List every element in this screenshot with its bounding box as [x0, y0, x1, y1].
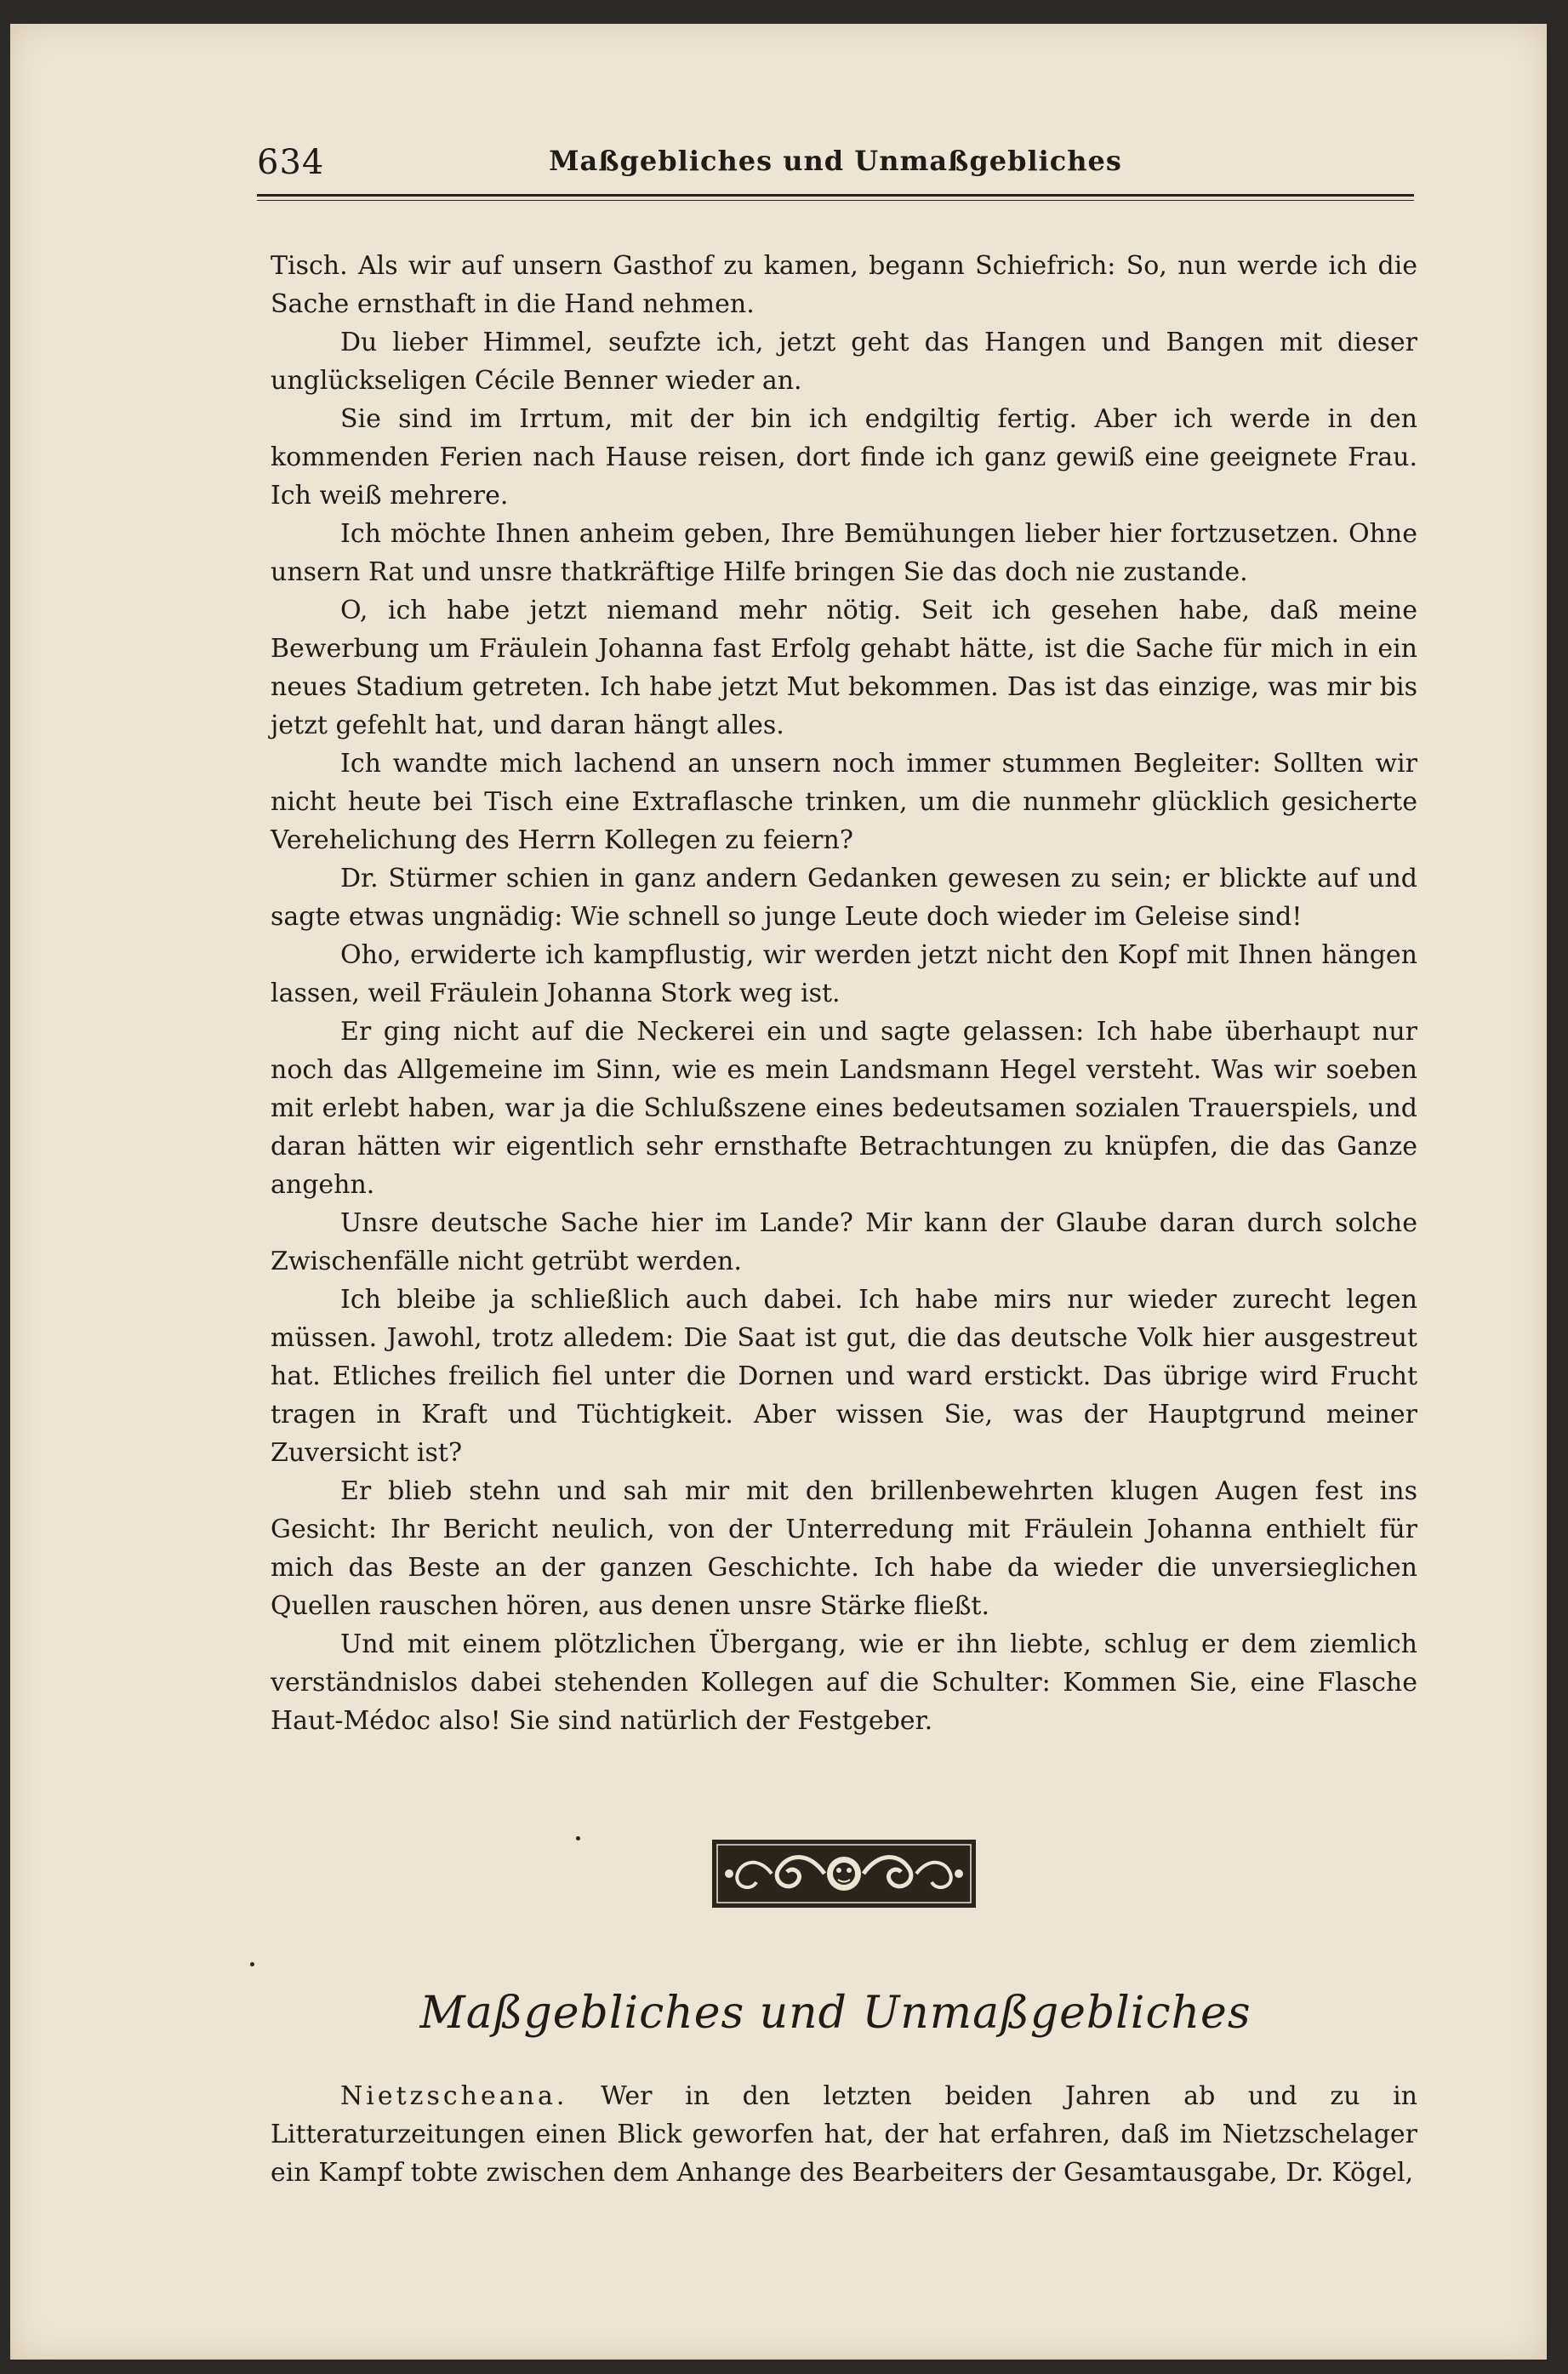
paragraph: Oho, erwiderte ich kampflustig, wir werden jetzt nicht den Kopf mit Ihnen hängen lassen, weil Fräulein Johanna Stork weg ist. [271, 940, 1417, 1008]
paragraph: Er blieb stehn und sah mir mit den brillenbewehrten klugen Augen fest ins Gesicht: Ihr Bericht neulich, von der Unterredung mit Fräulein Johanna enthielt für mich das Beste an der ganzen Geschichte. Ich habe da wieder die unversieglichen Quellen rauschen hören, aus denen unsre Stärke fließt. [271, 1476, 1417, 1621]
main-text [271, 247, 1417, 1740]
section-paragraph [271, 2077, 1417, 2192]
paragraph: Unsre deutsche Sache hier im Lande? Mir kann der Glaube daran durch solche Zwischenfälle nicht getrübt werden. [271, 1208, 1417, 1276]
ornament-vignette [712, 1840, 976, 1908]
paragraph: Sie sind im Irrtum, mit der bin ich endgiltig fertig. Aber ich werde in den kommenden Ferien nach Hause reisen, dort finde ich ganz gewiß eine geeignete Frau. Ich weiß mehrere. [271, 404, 1417, 511]
paragraph: O, ich habe jetzt niemand mehr nötig. Seit ich gesehen habe, daß meine Bewerbung um Fräulein Johanna fast Erfolg gehabt hätte, ist die Sache für mich in ein neues Stadium getreten. Ich habe jetzt Mut bekommen. Das ist das einzige, was mir bis jetzt gefehlt hat, und daran hängt alles. [271, 596, 1417, 740]
paragraph: Dr. Stürmer schien in ganz andern Gedanken gewesen zu sein; er blickte auf und sagte etwas ungnädig: Wie schnell so junge Leute doch wieder im Geleise sind! [271, 864, 1417, 932]
header-rule-thin [257, 200, 1414, 201]
section-text [271, 2077, 1417, 2192]
paragraph: Ich wandte mich lachend an unsern noch immer stummen Begleiter: Sollten wir nicht heute bei Tisch eine Extraflasche trinken, um die nunmehr glücklich gesicherte Verehelichung des Herrn Kollegen zu feiern? [271, 749, 1417, 855]
paragraph: Und mit einem plötzlichen Übergang, wie er ihn liebte, schlug er dem ziemlich verständnislos dabei stehenden Kollegen auf die Schulter: Kommen Sie, eine Flasche Haut-Médoc also! Sie sind natürlich der Festgeber. [271, 1629, 1417, 1736]
running-title: Maßgebliches und Unmaßgebliches [549, 145, 1122, 177]
book-page [10, 24, 1547, 2360]
lead-word: Nietzscheana. [340, 2081, 568, 2111]
paragraph: Ich möchte Ihnen anheim geben, Ihre Bemühungen lieber hier fortzusetzen. Ohne unsern Rat und unsre thatkräftige Hilfe bringen Sie das doch nie zustande. [271, 519, 1417, 587]
page-header [257, 143, 1414, 185]
page-number: 634 [257, 143, 325, 182]
section-title: Maßgebliches und Unmaßgebliches [419, 1988, 1252, 2039]
paragraph: Er ging nicht auf die Neckerei ein und sagte gelassen: Ich habe überhaupt nur noch das Allgemeine im Sinn, wie es mein Landsmann Hegel versteht. Was wir soeben mit erlebt haben, war ja die Schlußszene eines bedeutsamen sozialen Trauerspiels, und daran hätten wir eigentlich sehr ernsthafte Betrachtungen zu knüpfen, die das Ganze angehn. [271, 1017, 1417, 1200]
paragraph: Tisch. Als wir auf unsern Gasthof zu kamen, begann Schiefrich: So, nun werde ich die Sache ernsthaft in die Hand nehmen. [271, 251, 1417, 319]
section-body: Wer in den letzten beiden Jahren ab und zu in Litteraturzeitungen einen Blick geworfen hat, der hat erfahren, daß im Nietzschelager ein Kampf tobte zwischen dem Anhange des Bearbeiters der Gesamtausgabe, Dr. Kögel, [271, 2081, 1417, 2188]
ink-speck [250, 1962, 254, 1966]
ink-speck [576, 1836, 580, 1840]
paragraph: Du lieber Himmel, seufzte ich, jetzt geht das Hangen und Bangen mit dieser unglückseligen Cécile Benner wieder an. [271, 328, 1417, 396]
header-rule-thick [257, 194, 1414, 197]
paragraph: Ich bleibe ja schließlich auch dabei. Ich habe mirs nur wieder zurecht legen müssen. Jawohl, trotz alledem: Die Saat ist gut, die das deutsche Volk hier ausgestreut hat. Etliches freilich fiel unter die Dornen und ward erstickt. Das übrige wird Frucht tragen in Kraft und Tüchtigkeit. Aber wissen Sie, was der Hauptgrund meiner Zuversicht ist? [271, 1285, 1417, 1468]
